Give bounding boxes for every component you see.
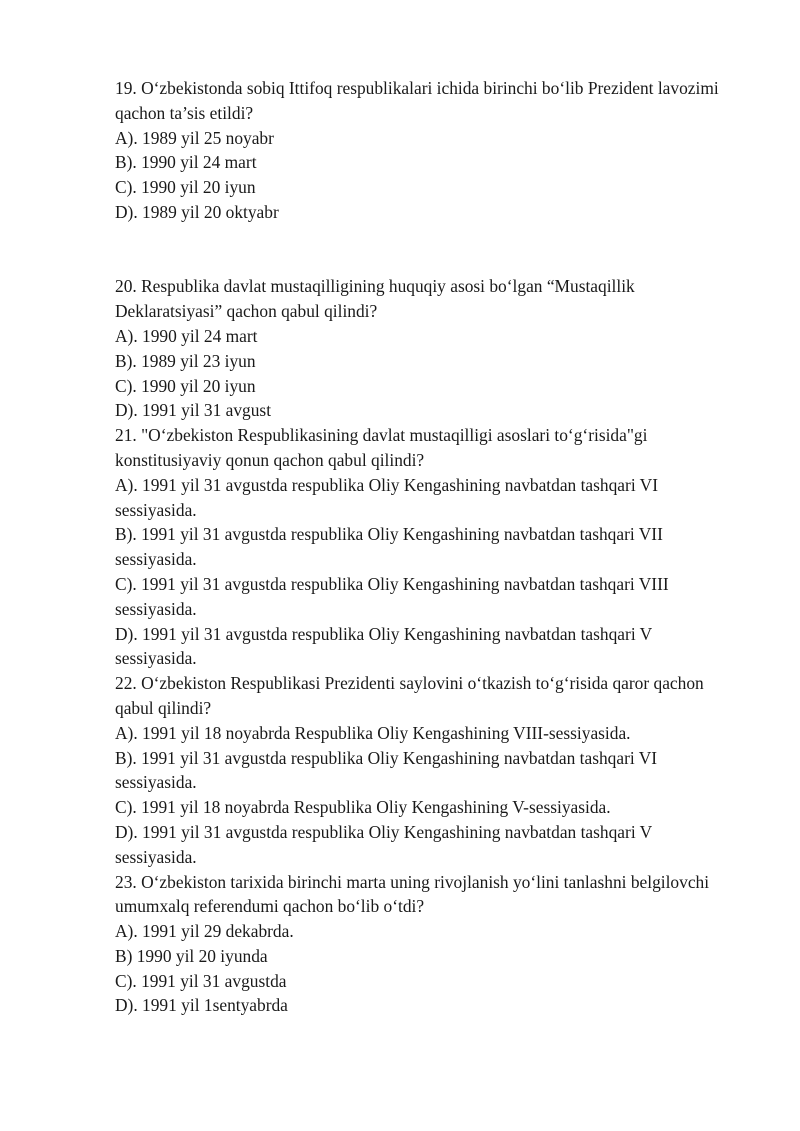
- question-text: 23. O‘zbekiston tarixida birinchi marta uning rivojlanish yo‘lini tanlashni belgilovchi umumxalq referendumi qachon bo‘lib o‘tdi?: [115, 871, 710, 917]
- answer-option-d: D). 1991 yil 31 avgustda respublika Oliy Kengashining navbatdan tashqari V sessiyasida.: [115, 821, 652, 867]
- answer-option-a: A). 1991 yil 31 avgustda respublika Oliy Kengashining navbatdan tashqari VI sessiyasida.: [115, 474, 659, 520]
- answer-option-d: D). 1989 yil 20 oktyabr: [115, 201, 279, 222]
- question-19: [115, 76, 720, 225]
- answer-option-c: C). 1990 yil 20 iyun: [115, 375, 256, 396]
- question-text: 21. "O‘zbekiston Respublikasining davlat mustaqilligi asoslari to‘g‘risida"gi konstitusiyaviy qonun qachon qabul qilindi?: [115, 425, 648, 470]
- answer-option-d: D). 1991 yil 31 avgustda respublika Oliy Kengashining navbatdan tashqari V sessiyasida.: [115, 623, 652, 669]
- answer-option-a: A). 1990 yil 24 mart: [115, 325, 258, 346]
- question-text: 22. O‘zbekiston Respublikasi Prezidenti saylovini o‘tkazish to‘g‘risida qaror qachon qabul qilindi?: [115, 673, 704, 718]
- answer-option-c: C). 1991 yil 18 noyabrda Respublika Oliy Kengashining V-sessiyasida.: [115, 797, 611, 818]
- question-21: [115, 423, 720, 671]
- question-22: [115, 671, 720, 869]
- answer-option-b: B). 1991 yil 31 avgustda respublika Oliy Kengashining navbatdan tashqari VI sessiyasida.: [115, 747, 658, 793]
- answer-option-a: A). 1991 yil 18 noyabrda Respublika Oliy Kengashining VIII-sessiyasida.: [115, 722, 631, 743]
- answer-option-b: B). 1991 yil 31 avgustda respublika Oliy Kengashining navbatdan tashqari VII sessiyasida.: [115, 524, 663, 570]
- answer-option-d: D). 1991 yil 31 avgust: [115, 400, 272, 421]
- answer-option-d: D). 1991 yil 1sentyabrda: [115, 995, 288, 1016]
- answer-option-c: C). 1991 yil 31 avgustda: [115, 970, 287, 991]
- answer-option-a: A). 1989 yil 25 noyabr: [115, 127, 274, 148]
- question-text: 20. Respublika davlat mustaqilligining huquqiy asosi bo‘lgan “Mustaqillik Deklaratsiyasi” qachon qabul qilindi?: [115, 276, 635, 322]
- answer-option-c: C). 1990 yil 20 iyun: [115, 177, 256, 198]
- answer-option-b: B) 1990 yil 20 iyunda: [115, 945, 268, 966]
- question-text: 19. O‘zbekistonda sobiq Ittifoq respublikalari ichida birinchi bo‘lib Prezident lavozimi qachon ta’sis etildi?: [115, 78, 719, 123]
- answer-option-c: C). 1991 yil 31 avgustda respublika Oliy Kengashining navbatdan tashqari VIII sessiyasida.: [115, 573, 669, 619]
- spacer: [115, 225, 720, 275]
- question-20: [115, 274, 720, 423]
- quiz-content: [115, 76, 720, 1018]
- answer-option-b: B). 1989 yil 23 iyun: [115, 350, 256, 371]
- answer-option-b: B). 1990 yil 24 mart: [115, 152, 257, 173]
- question-23: [115, 870, 720, 1019]
- answer-option-a: A). 1991 yil 29 dekabrda.: [115, 921, 294, 942]
